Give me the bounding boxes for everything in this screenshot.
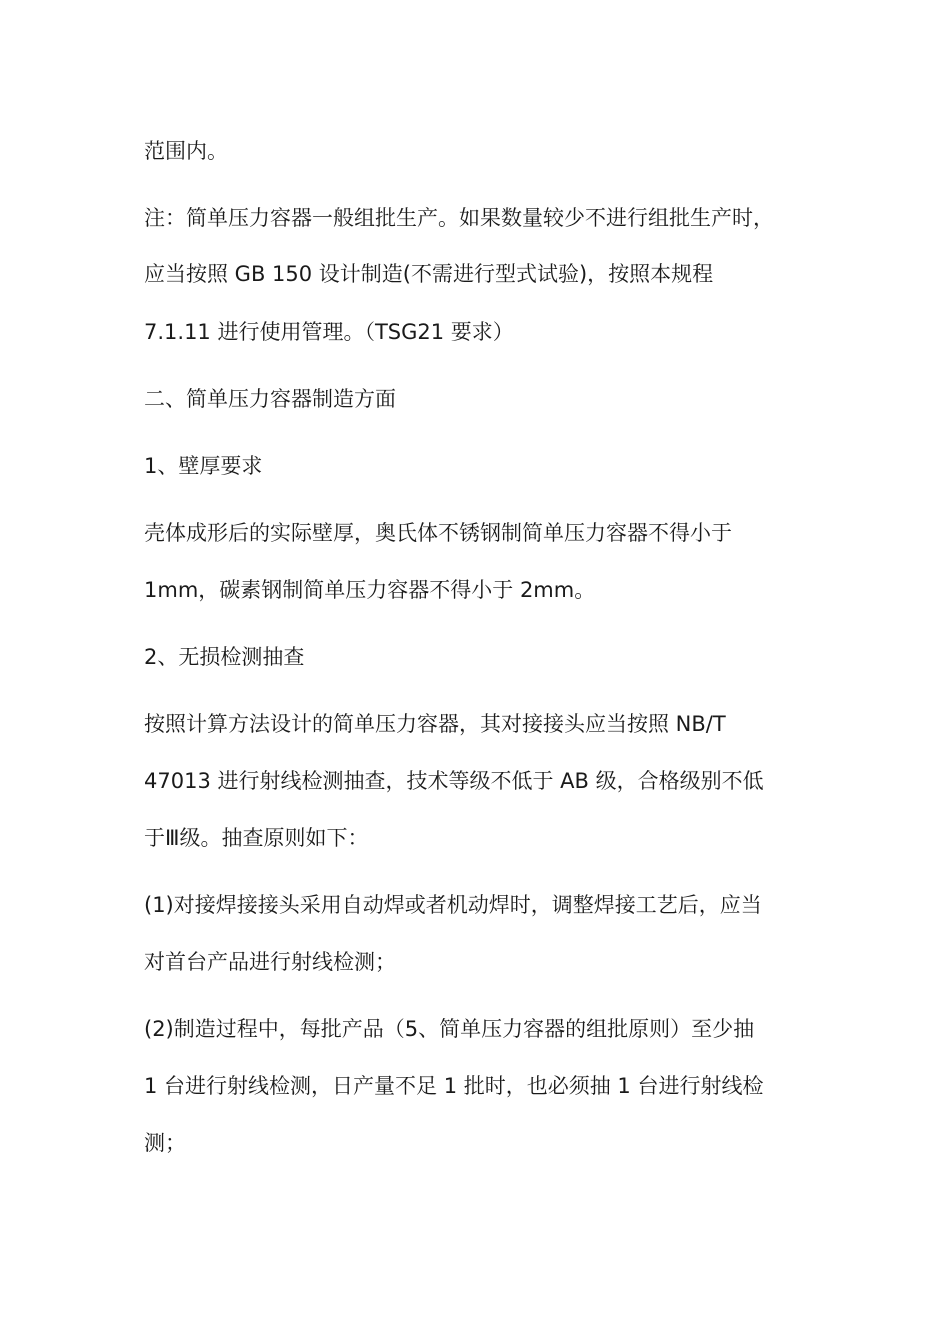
list-item-text: 1 台进行射线检测，日产量不足 1 批时，也必须抽 1 台进行射线检 <box>144 1074 764 1098</box>
text-line: 注：简单压力容器一般组批生产。如果数量较少不进行组批生产时， <box>144 206 774 230</box>
text-line: 47013 进行射线检测抽查，技术等级不低于 AB 级，合格级别不低 <box>144 769 764 793</box>
subsection-heading: 2、无损检测抽查 <box>144 645 305 669</box>
text-line: 于Ⅲ级。抽查原则如下： <box>144 826 369 850</box>
text-line: 应当按照 GB 150 设计制造(不需进行型式试验)，按照本规程 <box>144 262 714 286</box>
text-line: 壳体成形后的实际壁厚，奥氏体不锈钢制简单压力容器不得小于 <box>144 521 732 545</box>
text-line: 按照计算方法设计的简单压力容器，其对接接头应当按照 NB/T <box>144 712 726 736</box>
text-line: 1mm，碳素钢制简单压力容器不得小于 2mm。 <box>144 578 596 602</box>
list-item-text: (1)对接焊接接头采用自动焊或者机动焊时，调整焊接工艺后，应当 <box>144 893 762 917</box>
list-item-text: (2)制造过程中，每批产品（5、简单压力容器的组批原则）至少抽 <box>144 1017 755 1041</box>
text-line: 范围内。 <box>144 139 228 163</box>
list-item-text: 测； <box>144 1131 186 1155</box>
section-heading: 二、简单压力容器制造方面 <box>144 387 396 411</box>
subsection-heading: 1、壁厚要求 <box>144 454 263 478</box>
text-line: 7.1.11 进行使用管理。（TSG21 要求） <box>144 320 514 344</box>
list-item-text: 对首台产品进行射线检测； <box>144 950 396 974</box>
